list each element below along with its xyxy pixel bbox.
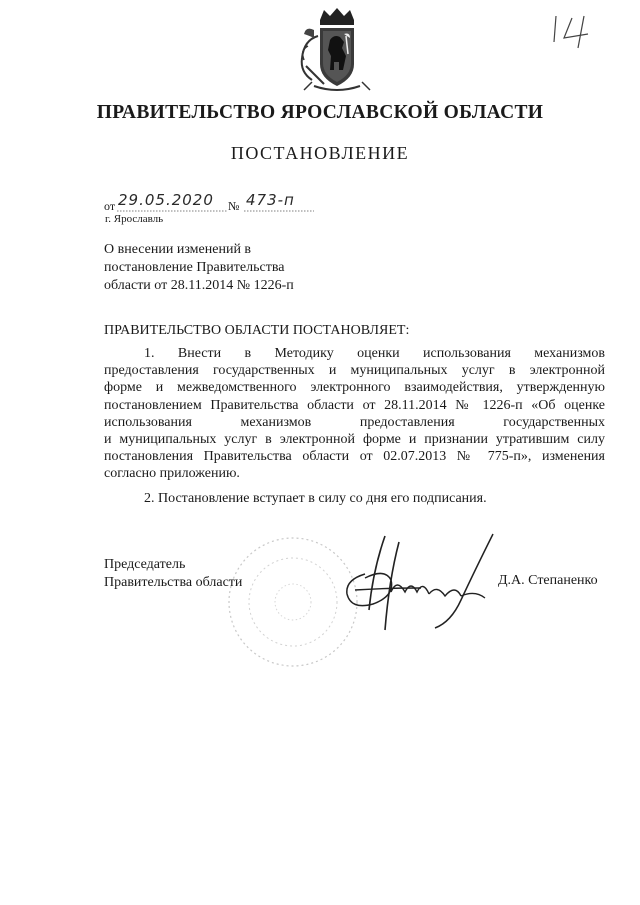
number-label: № <box>228 199 240 213</box>
paragraph-2 <box>104 490 605 507</box>
subject-line: постановление Правительства <box>104 260 285 275</box>
handwritten-signature <box>325 530 495 640</box>
subject-line: О внесении изменений в <box>104 242 252 257</box>
document-subject <box>104 241 384 295</box>
paragraph-line: 2. Постановление вступает в силу со дня его подписания. <box>144 491 487 506</box>
paragraph-line: использования механизмов предоставления государственных <box>104 414 605 430</box>
handwritten-number: 473-п <box>246 191 295 209</box>
paragraph-line: постановлением Правительства области от 28.11.2014 № 1226-п «Об оценке <box>104 397 605 413</box>
paragraph-line: согласно приложению. <box>104 466 240 482</box>
city: г. Ярославль <box>105 213 164 225</box>
handwritten-page-number <box>548 8 608 50</box>
paragraph-line: и муниципальных услуг в электронной форме и признании утратившим силу <box>104 431 605 447</box>
signer-title-line: Председатель <box>104 557 186 572</box>
paragraph-line: форме и межведомственного электронного взаимодействия, утвержденную <box>104 380 605 396</box>
signer-name: Д.А. Степаненко <box>498 573 598 588</box>
coat-of-arms-emblem <box>290 6 384 94</box>
preamble: ПРАВИТЕЛЬСТВО ОБЛАСТИ ПОСТАНОВЛЯЕТ: <box>104 323 410 338</box>
paragraph-line: постановления Правительства области от 02.07.2013 № 775-п», изменения <box>104 449 605 465</box>
subject-line: области от 28.11.2014 № 1226-п <box>104 278 294 293</box>
document-type: ПОСТАНОВЛЕНИЕ <box>230 143 410 163</box>
organization-title: ПРАВИТЕЛЬСТВО ЯРОСЛАВСКОЙ ОБЛАСТИ <box>96 102 544 123</box>
paragraph-line: 1. Внести в Методику оценки использования механизмов <box>144 346 605 361</box>
paragraph-1 <box>104 345 605 483</box>
signer-title-line: Правительства области <box>104 575 243 590</box>
handwritten-date: 29.05.2020 <box>118 191 214 209</box>
date-prefix: от <box>104 199 116 213</box>
paragraph-line: предоставления государственных и муниципальных услуг в электронной <box>104 363 605 379</box>
signer-title <box>104 556 242 592</box>
